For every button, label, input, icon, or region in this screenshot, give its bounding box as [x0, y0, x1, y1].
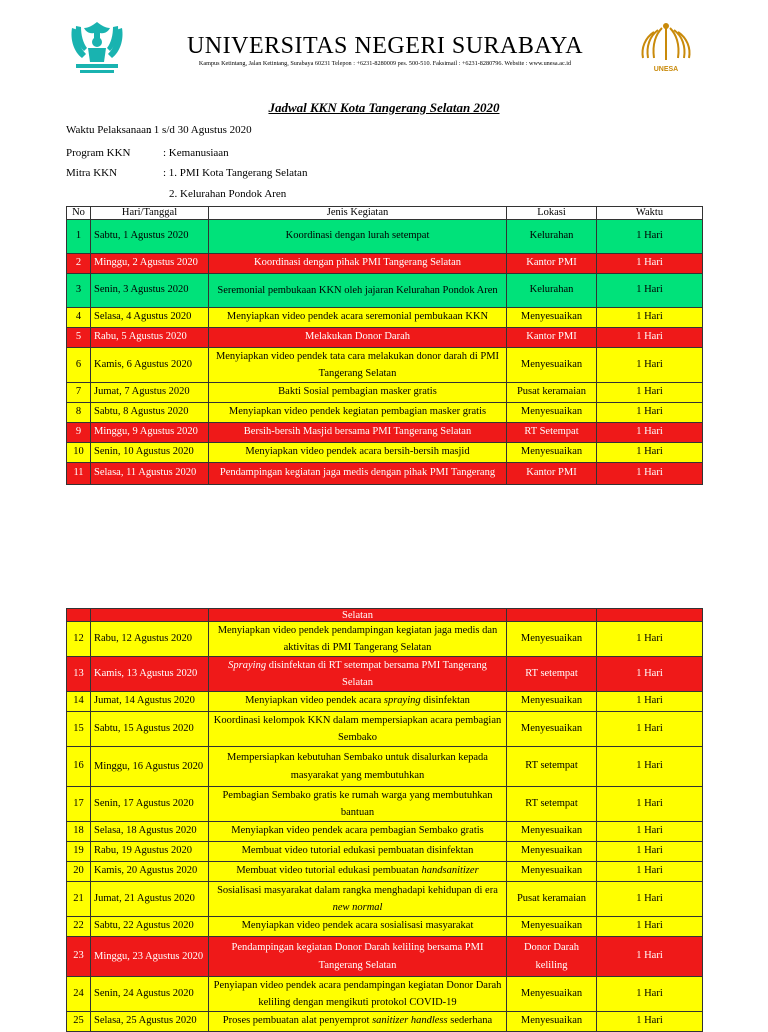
cell-no: 17 — [67, 787, 91, 822]
cell-waktu: 1 Hari — [597, 403, 703, 423]
table-row — [67, 308, 703, 328]
cell-waktu: 1 Hari — [597, 787, 703, 822]
table-row — [67, 443, 703, 463]
cell-waktu: 1 Hari — [597, 328, 703, 348]
col-header-jenis: Jenis Kegiatan — [209, 207, 507, 220]
cell-no: 5 — [67, 328, 91, 348]
cell-lokasi: RT setempat — [507, 747, 597, 787]
cell-no: 6 — [67, 348, 91, 383]
cell-no: 10 — [67, 443, 91, 463]
cell-hari: Sabtu, 1 Agustus 2020 — [91, 220, 209, 254]
table-row — [67, 937, 703, 977]
cell-waktu: 1 Hari — [597, 862, 703, 882]
table-row — [67, 423, 703, 443]
cell-hari: Senin, 17 Agustus 2020 — [91, 787, 209, 822]
col-header-lokasi: Lokasi — [507, 207, 597, 220]
cell-waktu: 1 Hari — [597, 383, 703, 403]
cell-no: 24 — [67, 977, 91, 1012]
cell-hari: Kamis, 6 Agustus 2020 — [91, 348, 209, 383]
cell-no — [67, 609, 91, 622]
table-row-continued — [67, 609, 703, 622]
cell-no: 23 — [67, 937, 91, 977]
cell-lokasi: Menyesuaikan — [507, 308, 597, 328]
cell-no: 8 — [67, 403, 91, 423]
cell-hari: Minggu, 16 Agustus 2020 — [91, 747, 209, 787]
table-row — [67, 712, 703, 747]
cell-waktu: 1 Hari — [597, 822, 703, 842]
cell-jenis: Melakukan Donor Darah — [209, 328, 507, 348]
cell-no: 25 — [67, 1012, 91, 1032]
cell-jenis: Menyiapkan video pendek pendampingan kegiatan jaga medis dan aktivitas di PMI Tangerang Selatan — [209, 622, 507, 657]
cell-lokasi: Pusat keramaian — [507, 882, 597, 917]
cell-waktu: 1 Hari — [597, 657, 703, 692]
cell-lokasi: Kelurahan — [507, 274, 597, 308]
info-waktu-value: : 1 s/d 30 Agustus 2020 — [148, 124, 252, 136]
table-row — [67, 274, 703, 308]
cell-hari: Rabu, 5 Agustus 2020 — [91, 328, 209, 348]
cell-no: 13 — [67, 657, 91, 692]
cell-hari: Rabu, 12 Agustus 2020 — [91, 622, 209, 657]
cell-no: 2 — [67, 254, 91, 274]
cell-waktu: 1 Hari — [597, 937, 703, 977]
table-row — [67, 692, 703, 712]
cell-lokasi: Menyesuaikan — [507, 348, 597, 383]
cell-lokasi: Menyesuaikan — [507, 822, 597, 842]
cell-jenis: Penyiapan video pendek acara pendampingan kegiatan Donor Darah keliling dengan mengikuti protokol COVID-19 — [209, 977, 507, 1012]
cell-waktu: 1 Hari — [597, 1012, 703, 1032]
cell-no: 22 — [67, 917, 91, 937]
cell-lokasi: Menyesuaikan — [507, 712, 597, 747]
schedule-title: Jadwal KKN Kota Tangerang Selatan 2020 — [268, 100, 500, 115]
cell-jenis: Seremonial pembukaan KKN oleh jajaran Kelurahan Pondok Aren — [209, 274, 507, 308]
cell-no: 18 — [67, 822, 91, 842]
col-header-waktu: Waktu — [597, 207, 703, 220]
table-row — [67, 917, 703, 937]
table-row — [67, 787, 703, 822]
cell-lokasi: Kantor PMI — [507, 463, 597, 485]
cell-jenis: Membuat video tutorial edukasi pembuatan disinfektan — [209, 842, 507, 862]
cell-hari: Sabtu, 15 Agustus 2020 — [91, 712, 209, 747]
col-header-hari: Hari/Tanggal — [91, 207, 209, 220]
cell-hari: Selasa, 11 Agustus 2020 — [91, 463, 209, 485]
table-row — [67, 383, 703, 403]
cell-lokasi: Kantor PMI — [507, 328, 597, 348]
cell-waktu: 1 Hari — [597, 443, 703, 463]
cell-jenis-italic: Spraying — [228, 660, 267, 671]
cell-lokasi: RT setempat — [507, 787, 597, 822]
cell-waktu: 1 Hari — [597, 747, 703, 787]
cell-no: 12 — [67, 622, 91, 657]
cell-hari: Sabtu, 22 Agustus 2020 — [91, 917, 209, 937]
cell-no: 19 — [67, 842, 91, 862]
cell-lokasi: RT setempat — [507, 657, 597, 692]
cell-jenis-italic: spraying — [383, 695, 421, 707]
cell-waktu: 1 Hari — [597, 308, 703, 328]
cell-lokasi: Menyesuaikan — [507, 403, 597, 423]
unesa-crest-logo-left — [66, 18, 128, 76]
info-waktu-label: Waktu Pelaksanaan — [66, 124, 152, 136]
cell-jenis: Koordinasi dengan lurah setempat — [209, 220, 507, 254]
info-program-value: : Kemanusiaan — [163, 147, 229, 159]
cell-jenis — [209, 862, 507, 882]
cell-hari: Jumat, 7 Agustus 2020 — [91, 383, 209, 403]
cell-hari: Minggu, 2 Agustus 2020 — [91, 254, 209, 274]
cell-jenis: Menyiapkan video pendek acara seremonial pembukaan KKN — [209, 308, 507, 328]
cell-no: 11 — [67, 463, 91, 485]
table-row — [67, 862, 703, 882]
cell-jenis: Pendampingan kegiatan Donor Darah keliling bersama PMI Tangerang Selatan — [209, 937, 507, 977]
cell-lokasi: Menyesuaikan — [507, 622, 597, 657]
cell-no: 14 — [67, 692, 91, 712]
cell-waktu: 1 Hari — [597, 692, 703, 712]
info-program-label: Program KKN — [66, 147, 131, 159]
schedule-table-page2 — [66, 608, 703, 1032]
cell-jenis-tail: disinfektan — [420, 695, 470, 707]
cell-hari: Selasa, 4 Agustus 2020 — [91, 308, 209, 328]
cell-lokasi: Menyesuaikan — [507, 1012, 597, 1032]
table-row — [67, 1012, 703, 1032]
cell-waktu: 1 Hari — [597, 842, 703, 862]
cell-jenis: Koordinasi dengan pihak PMI Tangerang Selatan — [209, 254, 507, 274]
cell-jenis: Selatan — [209, 609, 507, 622]
cell-jenis-text: Proses pembuatan alat penyemprot — [222, 1015, 373, 1027]
cell-jenis: Menyiapkan video pendek kegiatan pembagian masker gratis — [209, 403, 507, 423]
cell-hari: Kamis, 20 Agustus 2020 — [91, 862, 209, 882]
cell-no: 3 — [67, 274, 91, 308]
cell-waktu — [597, 609, 703, 622]
cell-waktu: 1 Hari — [597, 254, 703, 274]
table-row — [67, 657, 703, 692]
cell-jenis-italic: handsanitizer — [421, 865, 479, 877]
cell-hari: Jumat, 21 Agustus 2020 — [91, 882, 209, 917]
cell-jenis — [209, 882, 507, 917]
cell-lokasi: RT Setempat — [507, 423, 597, 443]
cell-hari — [91, 609, 209, 622]
table-row — [67, 822, 703, 842]
cell-hari: Selasa, 25 Agustus 2020 — [91, 1012, 209, 1032]
cell-jenis: Bersih-bersih Masjid bersama PMI Tangerang Selatan — [209, 423, 507, 443]
university-address: Kampus Ketintang, Jalan Ketintang, Surabaya 60231 Telepon : +6231-8280009 pes. 500-510. Faksimail : +6231-8280796. Website : www.unesa.ac.id — [198, 60, 572, 67]
table-row — [67, 403, 703, 423]
cell-hari: Minggu, 23 Agustus 2020 — [91, 937, 209, 977]
cell-lokasi: Menyesuaikan — [507, 977, 597, 1012]
cell-jenis-text: Sosialisasi masyarakat dalam rangka menghadapi kehidupan di era — [217, 885, 498, 896]
cell-lokasi: Menyesuaikan — [507, 917, 597, 937]
table-row — [67, 747, 703, 787]
cell-jenis — [209, 692, 507, 712]
cell-lokasi: Donor Darah keliling — [507, 937, 597, 977]
cell-no: 4 — [67, 308, 91, 328]
unesa-logo-text: UNESA — [653, 66, 679, 73]
cell-waktu: 1 Hari — [597, 917, 703, 937]
letterhead — [0, 0, 768, 90]
cell-hari: Jumat, 14 Agustus 2020 — [91, 692, 209, 712]
table-row — [67, 348, 703, 383]
cell-no: 1 — [67, 220, 91, 254]
cell-hari: Senin, 3 Agustus 2020 — [91, 274, 209, 308]
table-row — [67, 328, 703, 348]
cell-lokasi: Menyesuaikan — [507, 692, 597, 712]
cell-hari: Senin, 24 Agustus 2020 — [91, 977, 209, 1012]
cell-waktu: 1 Hari — [597, 423, 703, 443]
cell-waktu: 1 Hari — [597, 977, 703, 1012]
cell-no: 7 — [67, 383, 91, 403]
cell-jenis: Menyiapkan video pendek acara bersih-bersih masjid — [209, 443, 507, 463]
cell-lokasi: Menyesuaikan — [507, 443, 597, 463]
cell-jenis: Pembagian Sembako gratis ke rumah warga yang membutuhkan bantuan — [209, 787, 507, 822]
cell-hari: Rabu, 19 Agustus 2020 — [91, 842, 209, 862]
cell-hari: Minggu, 9 Agustus 2020 — [91, 423, 209, 443]
info-mitra-label: Mitra KKN — [66, 167, 118, 179]
table-row — [67, 220, 703, 254]
cell-jenis — [209, 657, 507, 692]
cell-no: 21 — [67, 882, 91, 917]
cell-no: 16 — [67, 747, 91, 787]
table-row — [67, 842, 703, 862]
cell-jenis-text: Membuat video tutorial edukasi pembuatan — [236, 865, 422, 877]
university-name: UNIVERSITAS NEGERI SURABAYA — [186, 33, 584, 59]
cell-jenis: Menyiapkan video pendek tata cara melakukan donor darah di PMI Tangerang Selatan — [209, 348, 507, 383]
cell-no: 20 — [67, 862, 91, 882]
cell-jenis — [209, 1012, 507, 1032]
cell-jenis: Koordinasi kelompok KKN dalam mempersiapkan acara pembagian Sembako — [209, 712, 507, 747]
cell-lokasi — [507, 609, 597, 622]
cell-jenis: Mempersiapkan kebutuhan Sembako untuk disalurkan kepada masyarakat yang membutuhkan — [209, 747, 507, 787]
cell-jenis: Menyiapkan video pendek acara pembagian Sembako gratis — [209, 822, 507, 842]
cell-lokasi: Pusat keramaian — [507, 383, 597, 403]
info-mitra-value-1: : 1. PMI Kota Tangerang Selatan — [163, 167, 308, 179]
cell-waktu: 1 Hari — [597, 622, 703, 657]
cell-lokasi: Menyesuaikan — [507, 862, 597, 882]
cell-waktu: 1 Hari — [597, 220, 703, 254]
cell-lokasi: Kelurahan — [507, 220, 597, 254]
table-row — [67, 463, 703, 485]
cell-hari: Kamis, 13 Agustus 2020 — [91, 657, 209, 692]
col-header-no: No — [67, 207, 91, 220]
table-row — [67, 977, 703, 1012]
cell-jenis: Pendampingan kegiatan jaga medis dengan pihak PMI Tangerang — [209, 463, 507, 485]
cell-jenis: Menyiapkan video pendek acara sosialisasi masyarakat — [209, 917, 507, 937]
cell-lokasi: Kantor PMI — [507, 254, 597, 274]
cell-waktu: 1 Hari — [597, 348, 703, 383]
cell-jenis-text: Menyiapkan video pendek acara — [245, 695, 384, 707]
cell-waktu: 1 Hari — [597, 274, 703, 308]
cell-jenis: Bakti Sosial pembagian masker gratis — [209, 383, 507, 403]
cell-no: 9 — [67, 423, 91, 443]
cell-lokasi: Menyesuaikan — [507, 842, 597, 862]
cell-hari: Selasa, 18 Agustus 2020 — [91, 822, 209, 842]
table-header-row — [67, 207, 703, 220]
cell-hari: Senin, 10 Agustus 2020 — [91, 443, 209, 463]
cell-waktu: 1 Hari — [597, 463, 703, 485]
cell-no: 15 — [67, 712, 91, 747]
cell-jenis-italic: new normal — [332, 902, 383, 913]
table-row — [67, 622, 703, 657]
cell-jenis-tail: sederhana — [447, 1015, 493, 1027]
cell-hari: Sabtu, 8 Agustus 2020 — [91, 403, 209, 423]
table-row — [67, 254, 703, 274]
cell-waktu: 1 Hari — [597, 882, 703, 917]
schedule-table-page1 — [66, 206, 703, 485]
info-mitra-value-2: 2. Kelurahan Pondok Aren — [169, 188, 287, 200]
table-row — [67, 882, 703, 917]
cell-jenis-text: disinfektan di RT setempat bersama PMI Tangerang Selatan — [266, 660, 487, 688]
cell-jenis-italic: sanitizer handless — [372, 1015, 448, 1027]
cell-waktu: 1 Hari — [597, 712, 703, 747]
